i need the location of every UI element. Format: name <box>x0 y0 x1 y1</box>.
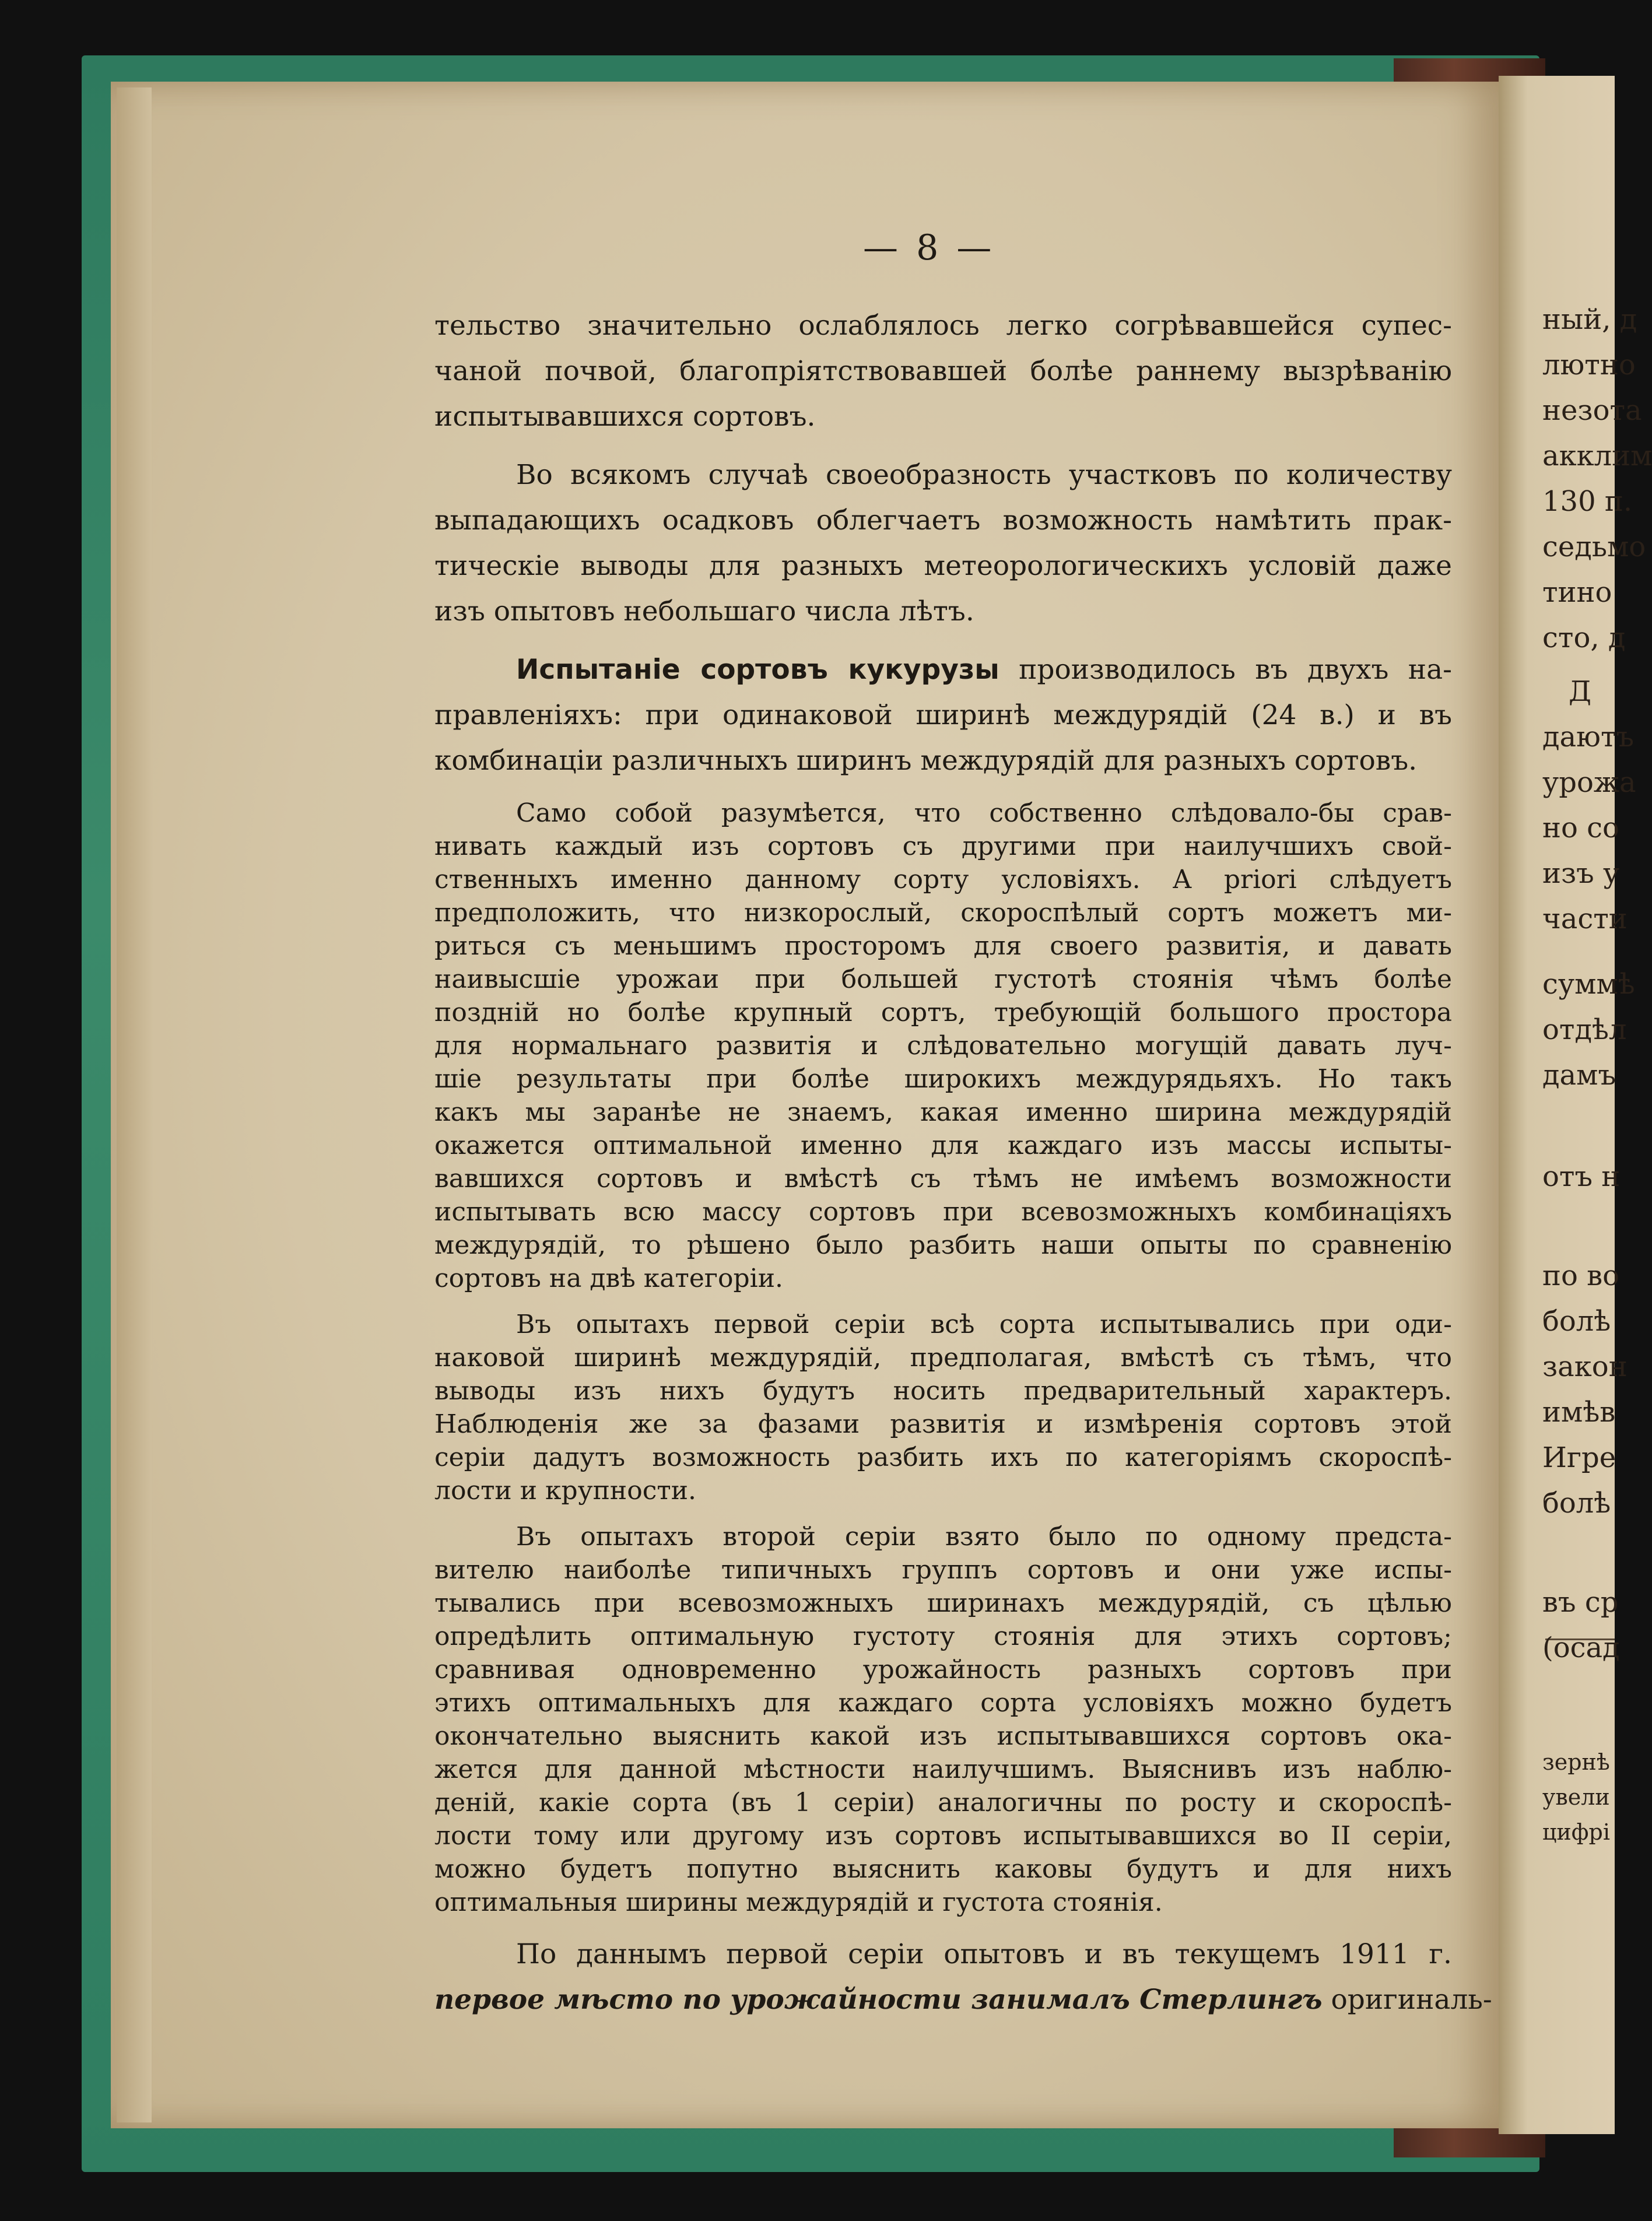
text-line: риться съ меньшимъ просторомъ для своего развитія, и давать <box>434 931 1452 961</box>
facing-page-line: въ ср <box>1542 1586 1619 1619</box>
text-run: оригиналь- <box>1322 1984 1492 2016</box>
text-line: ственныхъ именно данному сорту условіяхъ. A priori слѣдуетъ <box>434 865 1452 894</box>
facing-page-line: цифрі <box>1542 1819 1610 1845</box>
paragraph <box>434 1520 1452 1919</box>
text-line: наковой ширинѣ междурядій, предполагая, вмѣстѣ съ тѣмъ, что <box>434 1343 1452 1373</box>
paragraph <box>434 1308 1452 1507</box>
facing-page-line: (осад <box>1542 1631 1620 1664</box>
text-line: какъ мы заранѣе не знаемъ, какая именно ширина междурядій <box>434 1097 1452 1127</box>
facing-page-line: сто, д <box>1542 622 1626 654</box>
text-line: серіи дадутъ возможность разбить ихъ по категоріямъ скороспѣ- <box>434 1443 1452 1472</box>
text-line <box>434 647 1452 693</box>
facing-page-line: 130 п. <box>1542 485 1633 518</box>
facing-page-line: имѣв <box>1542 1396 1616 1429</box>
page-number: — 8 — <box>863 227 995 268</box>
facing-page-line: закон <box>1542 1350 1628 1383</box>
text-line: Само собой разумѣется, что собственно слѣдовало-бы срав- <box>516 798 1452 828</box>
paragraph <box>434 1932 1492 2023</box>
text-line: деній, какіе сорта (въ 1 серіи) аналогичны по росту и скороспѣ- <box>434 1788 1452 1817</box>
text-line: этихъ оптимальныхъ для каждаго сорта условіяхъ можно будетъ <box>434 1688 1452 1718</box>
text-line: изъ опытовъ небольшаго числа лѣтъ. <box>434 595 974 627</box>
facing-page-line: Д <box>1569 675 1592 708</box>
text-line: вителю наиболѣе типичныхъ группъ сортовъ и они уже испы- <box>434 1555 1452 1585</box>
text-line: предположить, что низкорослый, скороспѣлый сортъ можетъ ми- <box>434 898 1452 928</box>
text-line: тическіе выводы для разныхъ метеорологическихъ условій даже <box>434 550 1452 582</box>
emphasized-text: первое мѣсто по урожайности занималъ Стерлингъ <box>434 1984 1323 2016</box>
facing-page-line: изъ у <box>1542 857 1620 890</box>
facing-page-line: болѣ <box>1542 1305 1611 1338</box>
text-line: сортовъ на двѣ категоріи. <box>434 1264 784 1293</box>
facing-page-line: даютъ <box>1542 721 1635 753</box>
text-line: правленіяхъ: при одинаковой ширинѣ междурядій (24 в.) и въ <box>434 699 1452 731</box>
text-line: вавшихся сортовъ и вмѣстѣ съ тѣмъ не имѣемъ возможности <box>434 1164 1452 1194</box>
facing-page-line: но со <box>1542 812 1619 844</box>
paragraph <box>434 303 1452 440</box>
facing-page-line: тино <box>1542 576 1612 609</box>
text-line: лости и крупности. <box>434 1476 697 1506</box>
text-line: Въ опытахъ первой серіи всѣ сорта испытывались при оди- <box>516 1310 1452 1339</box>
text-line: чаной почвой, благопріятствовавшей болѣе раннему вызрѣванію <box>434 355 1452 387</box>
text-line: можно будетъ попутно выяснить каковы будутъ и для нихъ <box>434 1854 1452 1884</box>
text-line: Наблюденія же за фазами развитія и измѣренія сортовъ этой <box>434 1409 1452 1439</box>
facing-page-line: Игре <box>1542 1441 1616 1474</box>
facing-page-line: лютно <box>1542 349 1636 381</box>
text-run: производилось въ двухъ на- <box>999 654 1452 686</box>
text-line: жется для данной мѣстности наилучшимъ. Выяснивъ изъ наблю- <box>434 1755 1452 1784</box>
paragraph <box>434 797 1452 1295</box>
text-line: выпадающихъ осадковъ облегчаетъ возможность намѣтить прак- <box>434 504 1452 536</box>
page-body <box>434 303 1492 2023</box>
text-line: лости тому или другому изъ сортовъ испытывавшихся во II серіи, <box>434 1821 1452 1851</box>
text-line: шіе результаты при болѣе широкихъ междурядьяхъ. Но такъ <box>434 1064 1452 1094</box>
text-line: тывались при всевозможныхъ ширинахъ междурядій, съ цѣлью <box>434 1588 1452 1618</box>
facing-page-line: отдѣл <box>1542 1013 1627 1046</box>
text-line: комбинаціи различныхъ ширинъ междурядій для разныхъ сортовъ. <box>434 745 1418 777</box>
facing-page-line: по во <box>1542 1259 1620 1292</box>
facing-page-line: болѣ <box>1542 1487 1611 1520</box>
text-line: оптимальныя ширины междурядій и густота стоянія. <box>434 1887 1163 1917</box>
text-line: междурядій, то рѣшено было разбить наши опыты по сравненію <box>434 1230 1452 1260</box>
facing-page-line: увели <box>1542 1784 1610 1810</box>
facing-page-line: урожа <box>1542 766 1636 799</box>
text-line: окажется оптимальной именно для каждаго изъ массы испыты- <box>434 1131 1452 1160</box>
facing-page-line: зернѣ <box>1542 1749 1610 1775</box>
facing-page-line: акклим <box>1542 440 1652 472</box>
facing-page-line: части <box>1542 903 1628 935</box>
section-heading: Испытаніе сортовъ кукурузы <box>516 654 999 686</box>
text-line: испытывавшихся сортовъ. <box>434 401 816 433</box>
facing-page-line: отъ н <box>1542 1160 1621 1193</box>
text-line: По даннымъ первой серіи опытовъ и въ текущемъ 1911 г. <box>516 1938 1452 1970</box>
facing-page-line: дамъ <box>1542 1059 1616 1092</box>
text-line <box>434 1977 1492 2023</box>
text-line: нивать каждый изъ сортовъ съ другими при наилучшихъ свой- <box>434 831 1452 861</box>
paragraph <box>434 452 1452 634</box>
facing-page-line: седьмо <box>1542 531 1646 563</box>
text-line: окончательно выяснить какой изъ испытывавшихся сортовъ ока- <box>434 1721 1452 1751</box>
facing-page-line: суммѣ <box>1542 968 1635 1001</box>
facing-page-line: незота <box>1542 394 1642 427</box>
text-line: поздній но болѣе крупный сортъ, требующій большого простора <box>434 998 1452 1027</box>
text-line: Въ опытахъ второй серіи взято было по одному предста- <box>516 1522 1452 1552</box>
text-line: наивысшіе урожаи при большей густотѣ стоянія чѣмъ болѣе <box>434 964 1452 994</box>
page-edge <box>117 87 152 2122</box>
text-line: опредѣлить оптимальную густоту стоянія для этихъ сортовъ; <box>434 1622 1452 1651</box>
text-line: испытывать всю массу сортовъ при всевозможныхъ комбинаціяхъ <box>434 1197 1452 1227</box>
facing-page-line: ный, д <box>1542 303 1637 336</box>
paragraph <box>434 647 1452 784</box>
text-line: сравнивая одновременно урожайность разныхъ сортовъ при <box>434 1655 1452 1685</box>
text-line: Во всякомъ случаѣ своеобразность участковъ по количеству <box>516 459 1452 491</box>
text-line: выводы изъ нихъ будутъ носить предварительный характеръ. <box>434 1376 1452 1406</box>
text-line: для нормальнаго развитія и слѣдовательно могущій давать луч- <box>434 1031 1452 1061</box>
text-line: тельство значительно ослаблялось легко согрѣвавшейся супес- <box>434 310 1452 342</box>
